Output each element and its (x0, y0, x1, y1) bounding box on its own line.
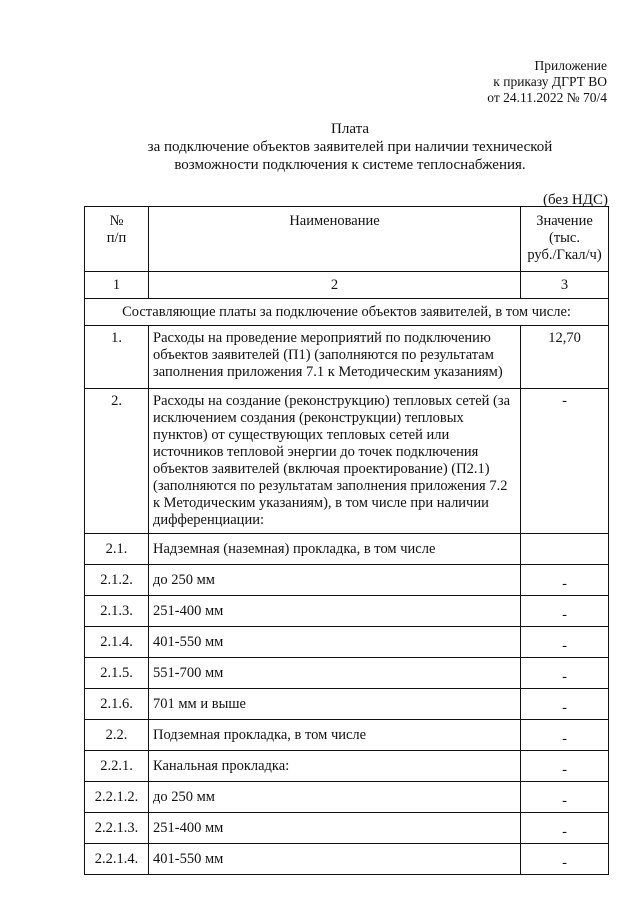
row-value: - (521, 782, 609, 813)
row-number: 2.1.4. (85, 627, 149, 658)
title-line-2: за подключение объектов заявителей при наличии технической (147, 139, 553, 155)
row-number: 2.1.2. (85, 565, 149, 596)
table-row (85, 534, 609, 565)
row-name: Расходы на создание (реконструкцию) тепловых сетей (за исключением создания (реконструкции) тепловых пунктов) от существующих тепловых сетей или источников тепловой энергии до точек подключения объектов заявителей (включая проектирование) (П2.1) (заполняются по результатам заполнения приложения 7.2 к Методическим указаниям), в том числе при наличии дифференциации: (149, 389, 521, 534)
table-row (85, 751, 609, 782)
row-value: - (521, 689, 609, 720)
table-row (85, 720, 609, 751)
row-number: 2.1.6. (85, 689, 149, 720)
table-row (85, 627, 609, 658)
appendix-block (487, 58, 607, 106)
row-value: - (521, 596, 609, 627)
row-value: - (521, 813, 609, 844)
row-value: - (521, 627, 609, 658)
row-value: - (521, 658, 609, 689)
fee-table (84, 206, 609, 875)
section-title: Составляющие платы за подключение объектов заявителей, в том числе: (85, 299, 609, 326)
header-value: Значение (тыс. руб./Гкал/ч) (521, 207, 609, 272)
section-row (85, 299, 609, 326)
table-row (85, 844, 609, 875)
column-number: 2 (149, 272, 521, 299)
row-number: 2.2.1.4. (85, 844, 149, 875)
table-row (85, 326, 609, 389)
row-name: 251-400 мм (149, 813, 521, 844)
column-number: 1 (85, 272, 149, 299)
row-number: 2.2.1.2. (85, 782, 149, 813)
row-value: - (521, 751, 609, 782)
title-line-1: Плата (331, 121, 369, 137)
appendix-line-3: от 24.11.2022 № 70/4 (487, 90, 607, 105)
title-line-3: возможности подключения к системе теплоснабжения. (174, 157, 526, 173)
row-number: 2. (85, 389, 149, 534)
appendix-line-2: к приказу ДГРТ ВО (493, 74, 607, 89)
header-row (85, 207, 609, 272)
row-value: 12,70 (521, 326, 609, 389)
row-name: 401-550 мм (149, 627, 521, 658)
row-value: - (521, 844, 609, 875)
table-row (85, 813, 609, 844)
header-name: Наименование (149, 207, 521, 272)
table-row (85, 389, 609, 534)
row-name: 251-400 мм (149, 596, 521, 627)
row-name: Канальная прокладка: (149, 751, 521, 782)
row-number: 2.2.1. (85, 751, 149, 782)
column-number: 3 (521, 272, 609, 299)
document-title (100, 120, 600, 174)
vat-note: (без НДС) (542, 192, 608, 208)
row-number: 1. (85, 326, 149, 389)
row-value: - (521, 565, 609, 596)
row-number: 2.2.1.3. (85, 813, 149, 844)
row-number: 2.2. (85, 720, 149, 751)
row-number: 2.1.3. (85, 596, 149, 627)
row-value (521, 534, 609, 565)
row-name: Расходы на проведение мероприятий по подключению объектов заявителей (П1) (заполняются по результатам заполнения приложения 7.1 к Методическим указаниям) (149, 326, 521, 389)
table-row (85, 658, 609, 689)
row-value: - (521, 389, 609, 534)
table-row (85, 782, 609, 813)
table-row (85, 689, 609, 720)
row-value: - (521, 720, 609, 751)
column-number-row (85, 272, 609, 299)
row-name: до 250 мм (149, 782, 521, 813)
row-number: 2.1.5. (85, 658, 149, 689)
row-name: Подземная прокладка, в том числе (149, 720, 521, 751)
row-name: 401-550 мм (149, 844, 521, 875)
header-no: № п/п (85, 207, 149, 272)
table-row (85, 565, 609, 596)
row-number: 2.1. (85, 534, 149, 565)
row-name: 551-700 мм (149, 658, 521, 689)
row-name: до 250 мм (149, 565, 521, 596)
appendix-line-1: Приложение (534, 58, 607, 73)
row-name: Надземная (наземная) прокладка, в том числе (149, 534, 521, 565)
row-name: 701 мм и выше (149, 689, 521, 720)
table-row (85, 596, 609, 627)
